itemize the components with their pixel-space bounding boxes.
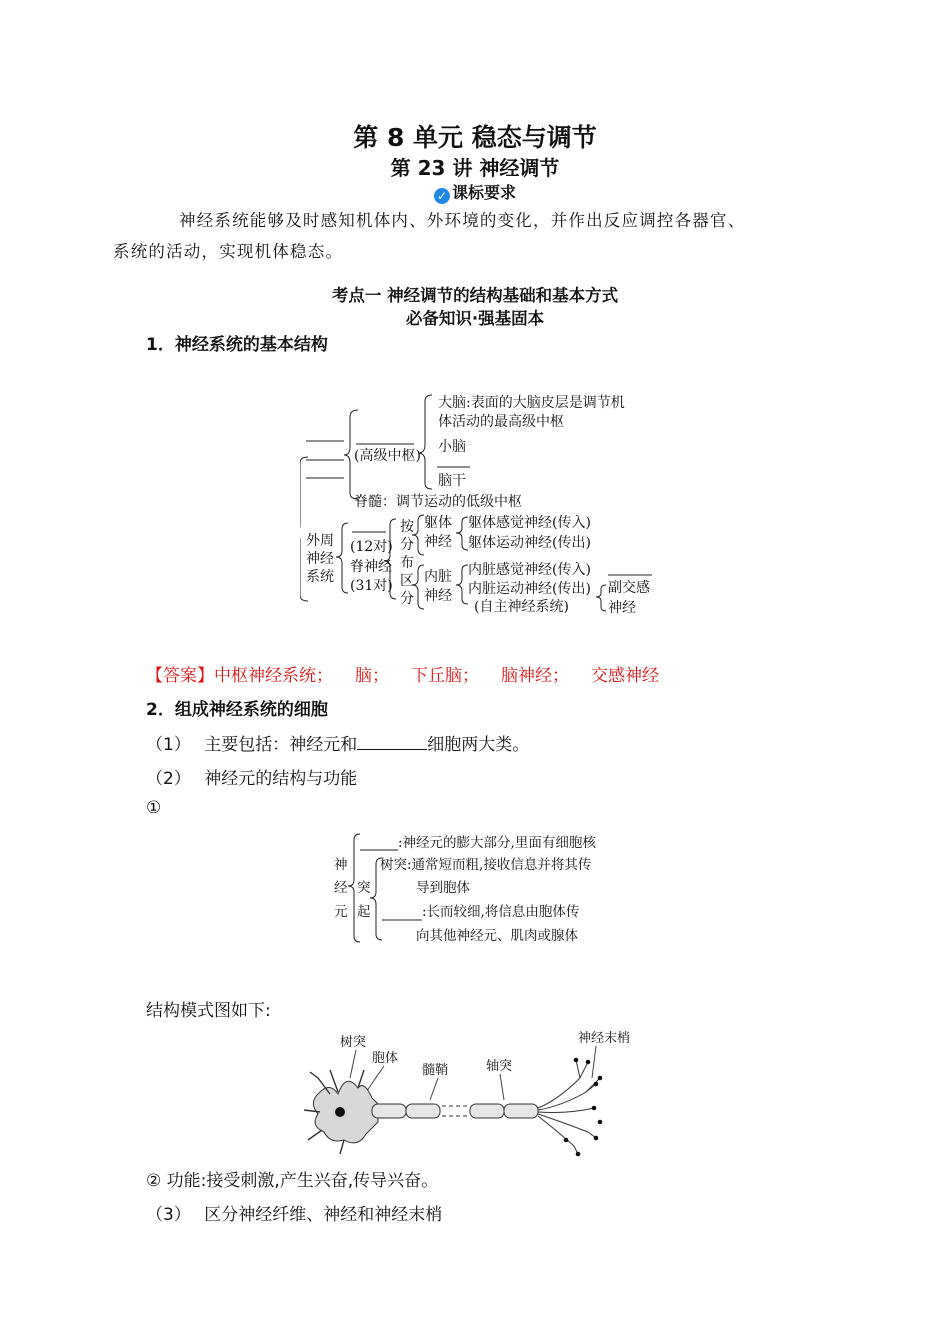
higher-center-label: (高级中枢) bbox=[354, 448, 421, 464]
q2-item-1 bbox=[146, 730, 529, 755]
cerebellum-label: 小脑 bbox=[438, 439, 466, 455]
neuron-model-image bbox=[300, 1022, 660, 1157]
item1-text-pre: 主要包括：神经元和 bbox=[204, 735, 358, 755]
distribution-char: 分 bbox=[400, 537, 414, 553]
function-text: ② 功能:接受刺激,产生兴奋,传导兴奋。 bbox=[146, 1171, 439, 1191]
q2-item-3 bbox=[146, 1200, 442, 1225]
spinal-cord-label: 脊髓：调节运动的低级中枢 bbox=[354, 494, 522, 510]
neuron-char: 经 bbox=[334, 880, 348, 896]
autonomic-label: (自主神经系统) bbox=[474, 599, 569, 615]
pairs-12-label: (12对) bbox=[350, 539, 393, 555]
answer-item: 脑神经； bbox=[501, 666, 569, 686]
intro-line-1: 神经系统能够及时感知机体内、外环境的变化，并作出反应调控各器官、 bbox=[179, 211, 746, 230]
brain-desc-1: 大脑:表面的大脑皮层是调节机 bbox=[438, 395, 625, 411]
distribution-char: 布 bbox=[400, 555, 414, 571]
answer-item: 中枢神经系统； bbox=[214, 666, 333, 686]
item1-text-post: 细胞两大类。 bbox=[427, 735, 530, 755]
section-subheading: 必备知识·强基固本 bbox=[405, 309, 545, 328]
somatic-sensory-label: 躯体感觉神经(传入) bbox=[468, 515, 591, 531]
peripheral-label-2: 神经 bbox=[306, 551, 334, 567]
nervous-system-diagram bbox=[300, 385, 670, 625]
item-number: （1） bbox=[146, 735, 191, 755]
neuron-char: 元 bbox=[334, 904, 348, 920]
visceral-motor-label: 内脏运动神经(传出) bbox=[468, 581, 591, 597]
intro-line-2: 系统的活动，实现机体稳态。 bbox=[113, 242, 344, 261]
pairs-31-label: (31对) bbox=[350, 578, 393, 594]
visceral-label-2: 神经 bbox=[424, 588, 452, 604]
requirements-heading bbox=[0, 180, 950, 204]
nucleus bbox=[335, 1107, 345, 1117]
distribution-char: 区 bbox=[400, 573, 414, 589]
axon-desc-1: :长而较细,将信息由胞体传 bbox=[422, 904, 580, 920]
item2-text: 神经元的结构与功能 bbox=[204, 769, 358, 789]
somatic-motor-label: 躯体运动神经(传出) bbox=[468, 535, 591, 551]
q2-item-2 bbox=[146, 764, 357, 789]
item-number: （2） bbox=[146, 769, 191, 789]
lecture-title: 第 23 讲 神经调节 bbox=[390, 156, 560, 180]
visceral-label-1: 内脏 bbox=[424, 569, 452, 585]
brainstem-label: 脑干 bbox=[438, 473, 466, 489]
cellbody-label: 胞体 bbox=[372, 1051, 399, 1066]
blank-line bbox=[357, 733, 427, 750]
neuron-char: 神 bbox=[334, 857, 348, 873]
distribution-char: 按 bbox=[400, 519, 414, 535]
neuron-structure-diagram bbox=[330, 828, 630, 950]
spinal-nerve-label: 脊神经 bbox=[350, 559, 392, 575]
section-heading: 考点一 神经调节的结构基础和基本方式 bbox=[331, 286, 619, 305]
process-char: 起 bbox=[357, 904, 371, 920]
somatic-label-2: 神经 bbox=[424, 534, 452, 550]
axon-desc-2: 向其他神经元、肌肉或腺体 bbox=[416, 928, 578, 944]
dendrite-label: 树突 bbox=[340, 1035, 367, 1050]
answer-label: 【答案】 bbox=[146, 666, 214, 686]
axon-label: 轴突 bbox=[486, 1059, 513, 1074]
answer-item: 脑； bbox=[355, 666, 389, 686]
circle-number-1: ① bbox=[146, 798, 162, 818]
peripheral-label-3: 系统 bbox=[306, 569, 334, 585]
answer-line bbox=[146, 661, 681, 686]
answer-item: 交感神经 bbox=[591, 666, 659, 686]
unit-title: 第 8 单元 稳态与调节 bbox=[353, 123, 597, 152]
item3-text: 区分神经纤维、神经和神经末梢 bbox=[204, 1205, 443, 1225]
cellbody-desc: :神经元的膨大部分,里面有细胞核 bbox=[398, 835, 596, 851]
intro-paragraph bbox=[113, 205, 806, 267]
parasympathetic-label-1: 副交感 bbox=[608, 580, 650, 596]
somatic-label-1: 躯体 bbox=[424, 515, 452, 531]
peripheral-label-1: 外周 bbox=[306, 533, 334, 549]
q2-heading: 2．组成神经系统的细胞 bbox=[146, 700, 328, 720]
myelin-label: 髓鞘 bbox=[422, 1063, 449, 1078]
q1-heading: 1．神经系统的基本结构 bbox=[146, 335, 328, 355]
terminal-label: 神经末梢 bbox=[578, 1031, 631, 1046]
distribution-char: 分 bbox=[400, 591, 414, 607]
dendrite-desc-2: 导到胞体 bbox=[416, 880, 470, 896]
model-label: 结构模式图如下: bbox=[146, 1001, 271, 1021]
item-number: （3） bbox=[146, 1205, 191, 1225]
process-char: 突 bbox=[357, 880, 371, 896]
dendrite-desc-1: 树突:通常短而粗,接收信息并将其传 bbox=[380, 857, 592, 873]
requirements-label: 课标要求 bbox=[451, 183, 516, 202]
answer-item: 下丘脑； bbox=[411, 666, 479, 686]
parasympathetic-label-2: 神经 bbox=[608, 600, 636, 616]
check-icon: ✓ bbox=[434, 188, 450, 204]
visceral-sensory-label: 内脏感觉神经(传入) bbox=[468, 562, 591, 578]
brain-desc-2: 体活动的最高级中枢 bbox=[438, 414, 564, 430]
